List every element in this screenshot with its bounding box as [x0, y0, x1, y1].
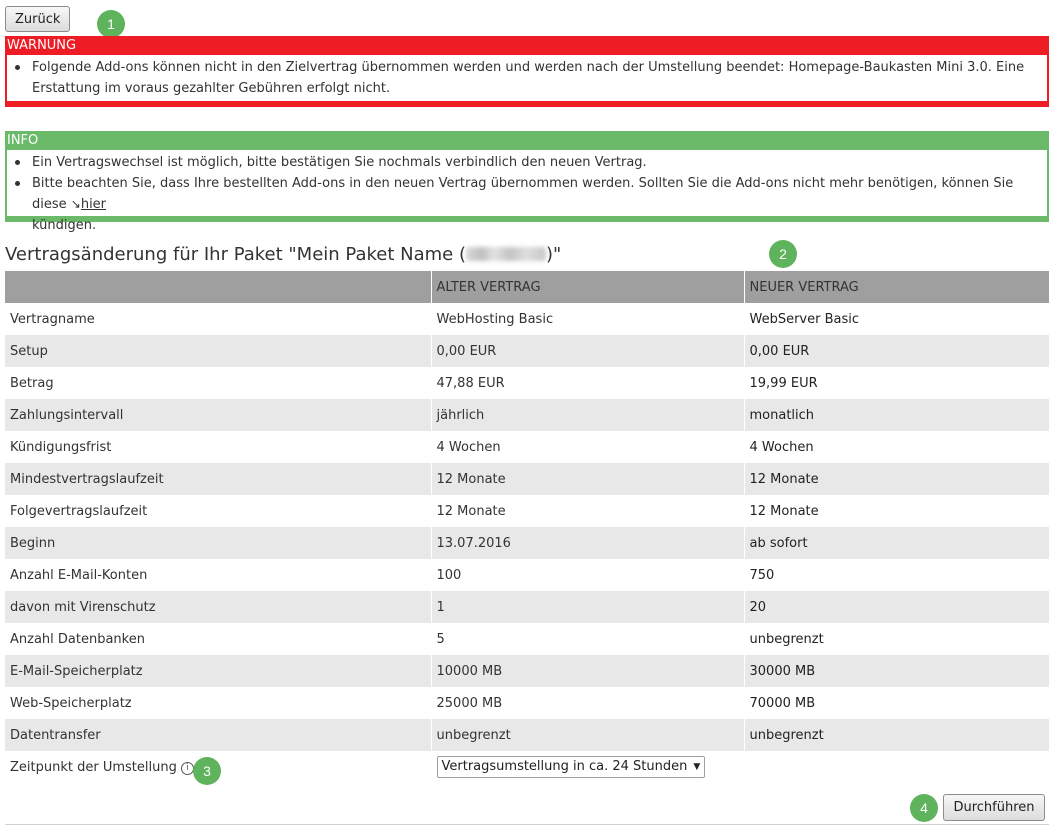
old-contract-value: 4 Wochen: [431, 431, 744, 463]
page-title: [5, 244, 561, 265]
warning-heading: WARNUNG: [5, 36, 1049, 55]
row-label: Mindestvertragslaufzeit: [5, 463, 431, 495]
new-contract-value: 4 Wochen: [744, 431, 1049, 463]
old-contract-value: 13.07.2016: [431, 527, 744, 559]
table-row: [5, 495, 1049, 527]
info-heading: INFO: [5, 131, 1049, 150]
info-box: [5, 131, 1049, 233]
old-contract-value: 100: [431, 559, 744, 591]
new-contract-value: 19,99 EUR: [744, 367, 1049, 399]
table-row: [5, 367, 1049, 399]
old-contract-value: 12 Monate: [431, 463, 744, 495]
warning-box: [5, 36, 1049, 107]
page-title-suffix: )": [545, 244, 562, 265]
back-button[interactable]: Zurück: [5, 6, 70, 32]
table-row: [5, 655, 1049, 687]
annotation-badge-3: 3: [193, 757, 221, 785]
row-label: Beginn: [5, 527, 431, 559]
table-header-row: [5, 271, 1049, 303]
warning-list: [7, 55, 1047, 99]
annotation-badge-2: 2: [769, 240, 797, 268]
old-contract-value: 0,00 EUR: [431, 335, 744, 367]
row-label: Anzahl Datenbanken: [5, 623, 431, 655]
table-row: [5, 303, 1049, 335]
new-contract-value: 20: [744, 591, 1049, 623]
row-label: Anzahl E-Mail-Konten: [5, 559, 431, 591]
execute-button[interactable]: Durchführen: [943, 794, 1045, 821]
switch-time-select-cell: [431, 751, 1049, 783]
old-contract-value: 12 Monate: [431, 495, 744, 527]
column-header-old-contract: ALTER VERTRAG: [431, 271, 744, 303]
old-contract-value: jährlich: [431, 399, 744, 431]
switch-time-row: [5, 751, 1049, 783]
table-row: [5, 399, 1049, 431]
new-contract-value: monatlich: [744, 399, 1049, 431]
old-contract-value: 1: [431, 591, 744, 623]
row-label: Datentransfer: [5, 719, 431, 751]
row-label: Betrag: [5, 367, 431, 399]
row-label: Folgevertragslaufzeit: [5, 495, 431, 527]
info-item-2: [7, 173, 1047, 236]
external-arrow-icon: ↘: [70, 197, 81, 211]
table-row: [5, 719, 1049, 751]
table-row: [5, 463, 1049, 495]
table-body: [5, 303, 1049, 783]
column-header-new-contract: NEUER VERTRAG: [744, 271, 1049, 303]
new-contract-value: 0,00 EUR: [744, 335, 1049, 367]
table-row: [5, 335, 1049, 367]
contract-comparison-table: [5, 271, 1049, 783]
page-title-text: Vertragsänderung für Ihr Paket "Mein Paket Name (: [5, 244, 466, 265]
table-row: [5, 623, 1049, 655]
annotation-badge-4: 4: [910, 794, 938, 822]
new-contract-value: 12 Monate: [744, 463, 1049, 495]
row-label: E-Mail-Speicherplatz: [5, 655, 431, 687]
old-contract-value: WebHosting Basic: [431, 303, 744, 335]
row-label: Zahlungsintervall: [5, 399, 431, 431]
new-contract-value: 30000 MB: [744, 655, 1049, 687]
table-row: [5, 687, 1049, 719]
switch-time-label: Zeitpunkt der Umstellung: [10, 759, 177, 775]
redacted-package-id: [466, 247, 546, 261]
row-label: Web-Speicherplatz: [5, 687, 431, 719]
switch-time-selected-value: Vertragsumstellung in ca. 24 Stunden: [441, 759, 688, 774]
warning-item: Folgende Add-ons können nicht in den Zielvertrag übernommen werden und werden nach der Umstellung beendet: Homepage-Baukasten Mini 3.0. Eine Erstattung im voraus gezahlter Gebühren erfolgt nicht.: [7, 57, 1047, 99]
old-contract-value: 47,88 EUR: [431, 367, 744, 399]
table-row: [5, 527, 1049, 559]
info-item-2-text: Bitte beachten Sie, dass Ihre bestellten Add-ons in den neuen Vertrag übernommen werden. Sollten Sie die Add-ons nicht mehr benötigen, können Sie diese: [32, 176, 1014, 212]
info-item-2-tail: kündigen.: [32, 218, 97, 233]
new-contract-value: 70000 MB: [744, 687, 1049, 719]
new-contract-value: 750: [744, 559, 1049, 591]
chevron-down-icon: ▼: [693, 762, 701, 772]
new-contract-value: WebServer Basic: [744, 303, 1049, 335]
info-icon[interactable]: i: [181, 762, 194, 775]
table-row: [5, 591, 1049, 623]
table-row: [5, 431, 1049, 463]
old-contract-value: 25000 MB: [431, 687, 744, 719]
row-label: Vertragname: [5, 303, 431, 335]
old-contract-value: 10000 MB: [431, 655, 744, 687]
cancel-addons-link[interactable]: hier: [80, 197, 107, 212]
divider: [5, 824, 1049, 825]
new-contract-value: unbegrenzt: [744, 719, 1049, 751]
row-label: davon mit Virenschutz: [5, 591, 431, 623]
row-label: Kündigungsfrist: [5, 431, 431, 463]
old-contract-value: unbegrenzt: [431, 719, 744, 751]
table-row: [5, 559, 1049, 591]
old-contract-value: 5: [431, 623, 744, 655]
row-label: Setup: [5, 335, 431, 367]
new-contract-value: ab sofort: [744, 527, 1049, 559]
info-item-1: Ein Vertragswechsel ist möglich, bitte bestätigen Sie nochmals verbindlich den neuen Vertrag.: [7, 152, 1047, 173]
column-header-label: [5, 271, 431, 303]
new-contract-value: 12 Monate: [744, 495, 1049, 527]
info-list: [7, 150, 1047, 236]
switch-time-select[interactable]: [437, 756, 706, 778]
new-contract-value: unbegrenzt: [744, 623, 1049, 655]
annotation-badge-1: 1: [97, 10, 125, 38]
